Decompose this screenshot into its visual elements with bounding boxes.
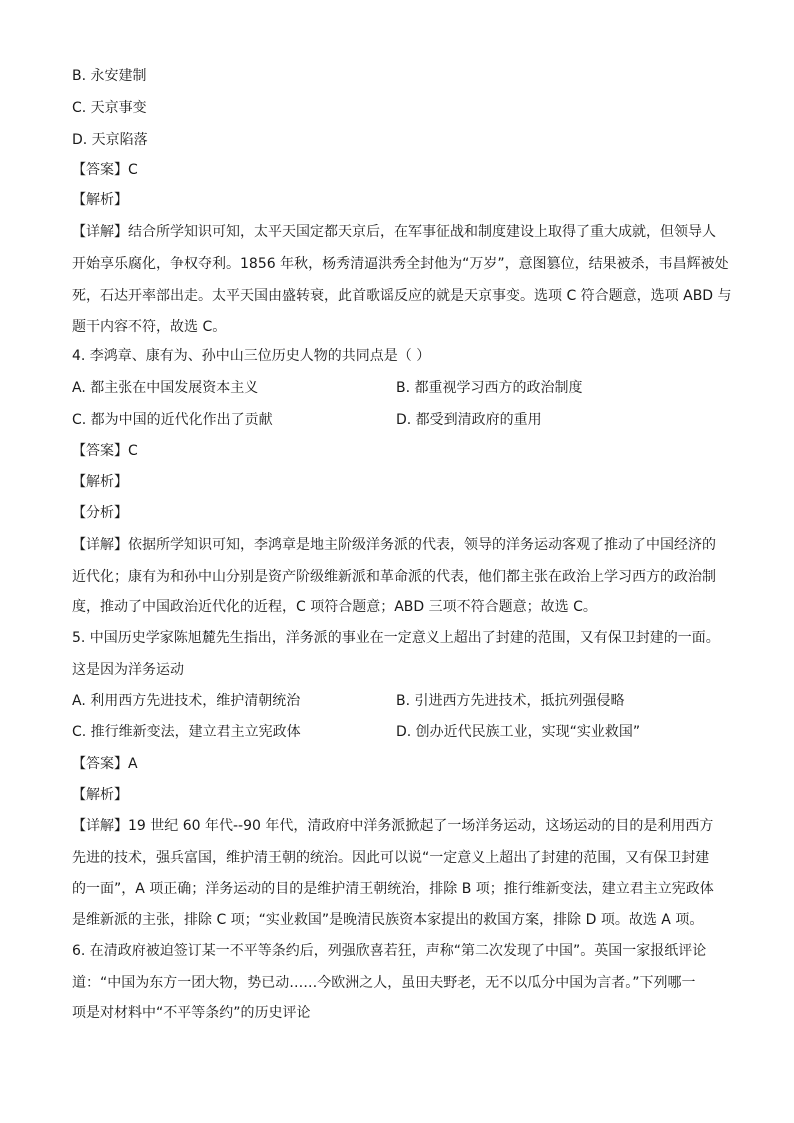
q4-option-a: A. 都主张在中国发展资本主义 (72, 380, 259, 396)
q5-stem-line-1: 5. 中国历史学家陈旭麓先生指出，洋务派的事业在一定意义上超出了封建的范围，又有保卫封建的一面。 (72, 630, 720, 646)
q5-detail-line-4: 是维新派的主张，排除 C 项；“实业救国”是晚清民族资本家提出的救国方案，排除 D 项。故选 A 项。 (72, 912, 704, 928)
q3-option-d: D. 天京陷落 (72, 132, 148, 148)
q3-option-c: C. 天京事变 (72, 100, 147, 116)
q3-detail-line-3: 死，石达开率部出走。太平天国由盛转衰，此首歌谣反应的就是天京事变。选项 C 符合题意，选项 ABD 与 (72, 288, 732, 304)
q5-analysis-heading: 【解析】 (72, 787, 128, 803)
q4-option-b: B. 都重视学习西方的政治制度 (396, 380, 583, 396)
q5-option-a: A. 利用西方先进技术，维护清朝统治 (72, 693, 301, 709)
q3-detail-line-2: 开始享乐腐化，争权夺利。1856 年秋，杨秀清逼洪秀全封他为“万岁”，意图篡位，结果被杀，韦昌辉被处 (72, 256, 729, 272)
q3-answer: 【答案】C (72, 162, 138, 178)
q5-option-c: C. 推行维新变法，建立君主立宪政体 (72, 724, 301, 740)
q4-detail-line-3: 度，推动了中国政治近代化的近程，C 项符合题意；ABD 三项不符合题意；故选 C。 (72, 599, 597, 615)
q3-detail-line-1: 【详解】结合所学知识可知，太平天国定都天京后，在军事征战和制度建设上取得了重大成就，但领导人 (72, 224, 716, 240)
q3-detail-line-4: 题干内容不符，故选 C。 (72, 319, 227, 335)
q5-option-b: B. 引进西方先进技术，抵抗列强侵略 (396, 693, 625, 709)
q5-stem-line-2: 这是因为洋务运动 (72, 662, 184, 678)
q5-detail-line-3: 的一面”，A 项正确；洋务运动的目的是维护清王朝统治，排除 B 项；推行维新变法，建立君主立宪政体 (72, 881, 714, 897)
q4-option-c: C. 都为中国的近代化作出了贡献 (72, 412, 273, 428)
q6-stem-line-1: 6. 在清政府被迫签订某一不平等条约后，列强欣喜若狂，声称“第二次发现了中国”。英国一家报纸评论 (72, 943, 707, 959)
q4-answer: 【答案】C (72, 443, 138, 459)
q4-option-d: D. 都受到清政府的重用 (396, 412, 542, 428)
q4-detail-line-1: 【详解】依据所学知识可知，李鸿章是地主阶级洋务派的代表，领导的洋务运动客观了推动了中国经济的 (72, 537, 716, 553)
q6-stem-line-3: 项是对材料中“不平等条约”的历史评论 (72, 1005, 311, 1021)
q4-analysis-heading: 【解析】 (72, 474, 128, 490)
q3-analysis-heading: 【解析】 (72, 192, 128, 208)
q3-option-b: B. 永安建制 (72, 68, 147, 84)
q4-detail-line-2: 近代化；康有为和孙中山分别是资产阶级维新派和革命派的代表，他们都主张在政治上学习西方的政治制 (72, 569, 716, 585)
q4-fenxi-heading: 【分析】 (72, 505, 128, 521)
q4-stem: 4. 李鸿章、康有为、孙中山三位历史人物的共同点是（ ） (72, 348, 431, 364)
q6-stem-line-2: 道：“中国为东方一团大物，势已动……今欧洲之人，虽田夫野老，无不以瓜分中国为言者。”下列哪一 (72, 975, 696, 991)
q5-detail-line-2: 先进的技术，强兵富国，维护清王朝的统治。因此可以说“一定意义上超出了封建的范围，又有保卫封建 (72, 850, 710, 866)
q5-answer: 【答案】A (72, 756, 138, 772)
q5-detail-line-1: 【详解】19 世纪 60 年代--90 年代，清政府中洋务派掀起了一场洋务运动，这场运动的目的是利用西方 (72, 818, 714, 834)
q5-option-d: D. 创办近代民族工业，实现“实业救国” (396, 724, 641, 740)
